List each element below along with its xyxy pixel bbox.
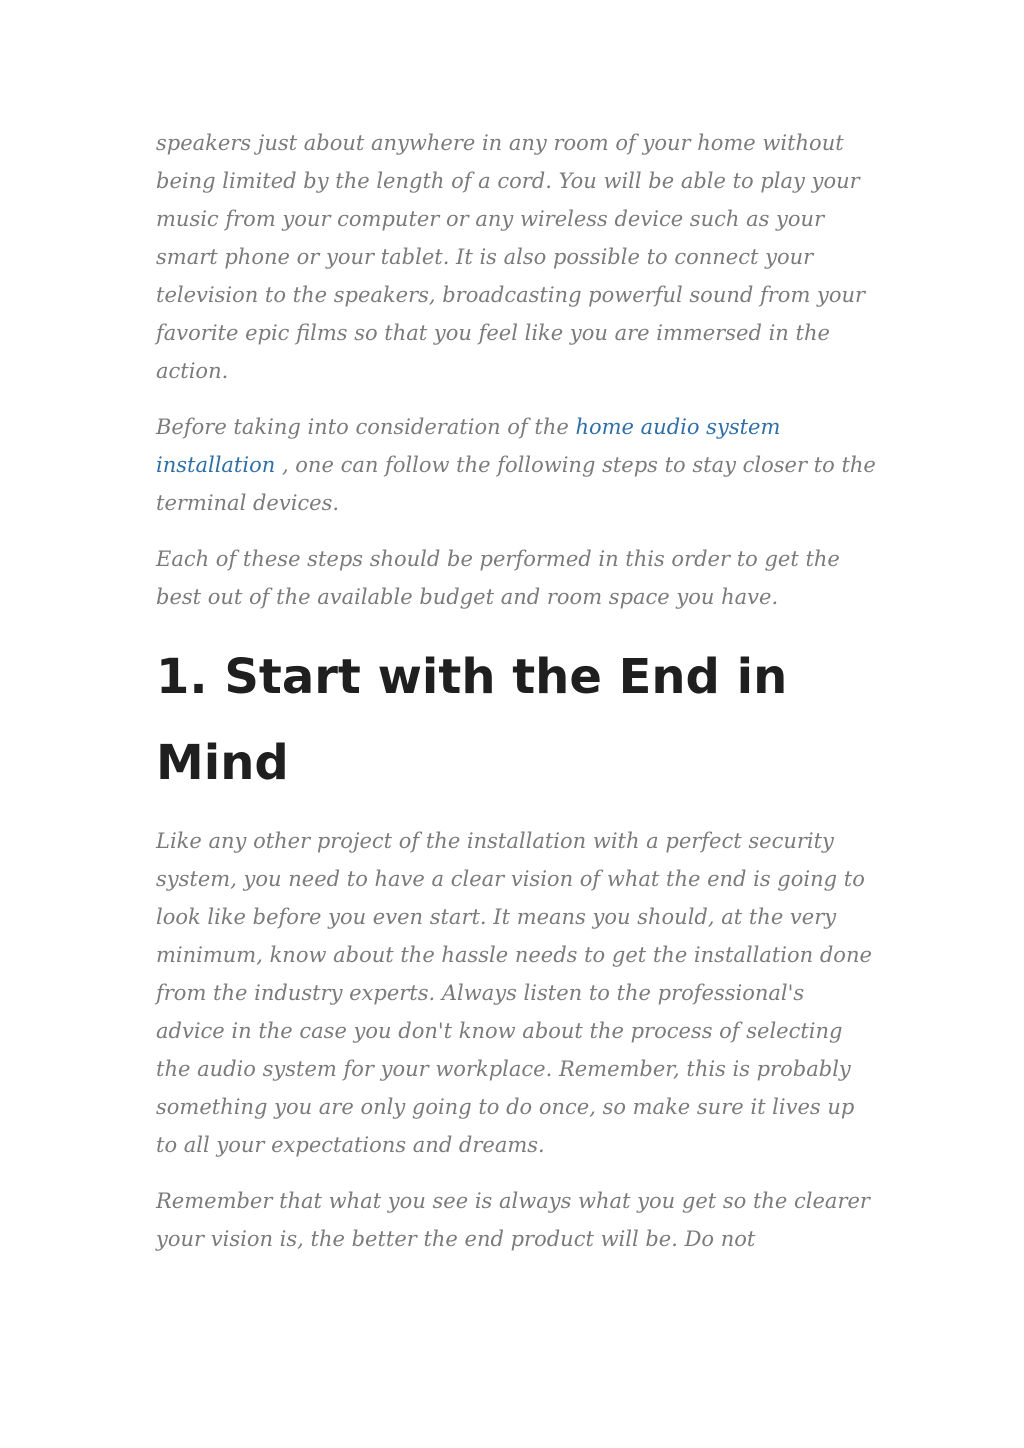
paragraph-clear-vision: Like any other project of the installation with a perfect security system, you need to have a clear vision of what the end is going to look like before you even start. It means you should, at the very minimum, know about the hassle needs to get the installation done from the industry experts. Always listen to the professional's advice in the case you don't know about the process of selecting the audio system for your workplace. Remember, this is probably something you are only going to do once, so make sure it lives up to all your expectations and dreams. [156, 829, 872, 1157]
paragraph-what-you-see: Remember that what you see is always what you get so the clearer your vision is, the better the end product will be. Do not [156, 1189, 870, 1251]
home-audio-installation-link[interactable]: home audio system installation [156, 415, 781, 477]
paragraph-text-after-link: , one can follow the following steps to stay closer to the terminal devices. [156, 453, 876, 515]
paragraph-text-before-link: Before taking into consideration of the [156, 415, 576, 439]
section-heading-start-with-end: 1. Start with the End in Mind [156, 649, 788, 791]
paragraph-steps-order: Each of these steps should be performed in this order to get the best out of the available budget and room space you have. [156, 547, 840, 609]
document-page [156, 124, 876, 1276]
paragraph-before-installation [156, 408, 876, 522]
paragraph-speakers: speakers just about anywhere in any room of your home without being limited by the length of a cord. You will be able to play your music from your computer or any wireless device such as your smart phone or your tablet. It is also possible to connect your television to the speakers, broadcasting powerful sound from your favorite epic films so that you feel like you are immersed in the action. [156, 131, 866, 383]
